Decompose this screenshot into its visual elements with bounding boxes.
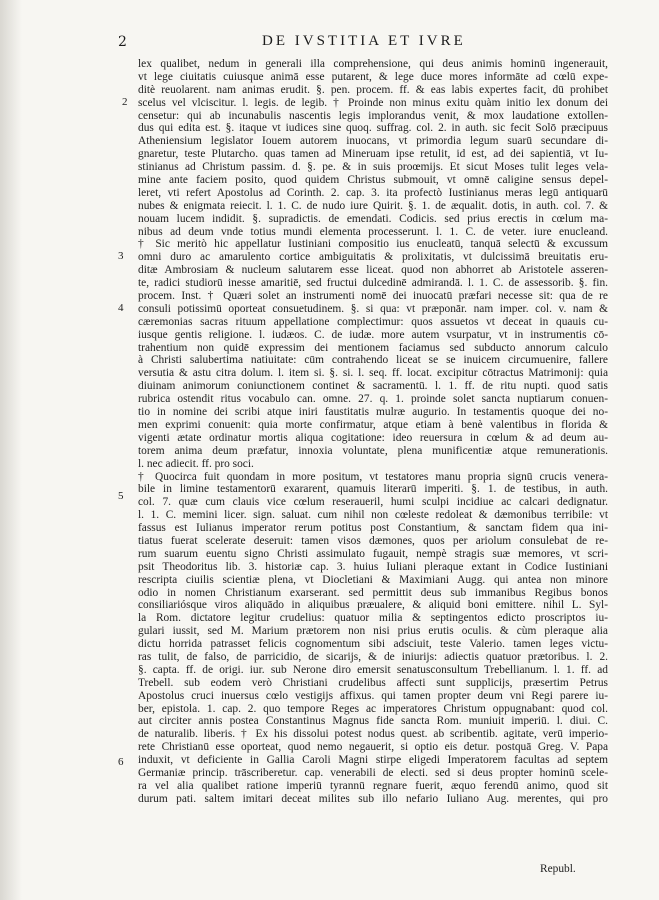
text-line: Atheniensium legislator Iouem autorem inuocans, vt primordia legum suarū secundare di-: [138, 135, 608, 148]
text-line: Apostolus cruci inuersus cœlo vestigijs affixus. qui tamen propter deum vni Regi parere iu-: [138, 689, 608, 702]
running-head: DE IVSTITIA ET IVRE: [262, 33, 466, 49]
text-line: nubes & enigmata reiecit. l. 1. C. de nudo iure Quirit. §. 1. de æqualit. dotis, in auth. col. 7. &: [138, 199, 608, 212]
text-line: la Rom. dictatore legitur crudelius: quatuor milia & septingentos edicto proscriptos iu-: [138, 612, 608, 625]
text-line: diuinam animorum coniunctionem continet & sacramentū. l. 1. ff. de ritu nupti. quod satis: [138, 380, 608, 393]
text-line: ditè reuolarent. nam animas erudit. §. pen. procem. ff. & eas labis expertes facit, dū prohibet: [138, 83, 608, 96]
text-line: aut circiter annis postea Constantinus Magnus fide sancta Rom. muniuit imperiū. l. diui. C.: [138, 715, 608, 728]
text-line: versutia & astu citra dolum. l. item si. §. si. l. seq. ff. locat. excipitur cōtractus Matrimonij: quia: [138, 367, 608, 380]
text-line: [138, 806, 608, 819]
text-line: psit Theodoritus lib. 3. historiæ cap. 3. huius Iuliani pleraque extant in Codice Iustiniani: [138, 560, 608, 573]
text-line: de naturalib. liberis. † Ex his dissolui potest nodus quest. ab scribentib. agitate, verū imperio-: [138, 728, 608, 741]
text-line: bile in limine testamentorū exararent, quamuis literarū imperiti. §. 1. de testibus, in auth.: [138, 483, 608, 496]
paragraph-marker: 4: [118, 302, 124, 314]
text-line: censetur: qui ab incunabulis nascentis legis implorandus venit, & mox laudatione extollen-: [138, 109, 608, 122]
text-line: odio in nomen Christianum exarserant. sed permittit deus sub immanibus Regibus bonos: [138, 586, 608, 599]
catchword: Republ.: [540, 863, 576, 875]
body-text: [138, 58, 608, 831]
text-line: ber, epistola. 1. cap. 2. quo tempore Reges ac imperatores Christum oppugnabant: quod col.: [138, 702, 608, 715]
text-line: Germaniæ princip. trāscriberetur. cap. venerabili de electi. sed si deus propter hominū scele-: [138, 766, 608, 779]
text-line: scelus vel vlciscitur. l. legis. de legib. † Proinde non minus exitu quàm initio lex donum dei: [138, 96, 608, 109]
text-line: §. capta. ff. de origi. iur. sub Nerone diro emersit senatusconsultum Trebellianum. l. 1. ff. ad: [138, 663, 608, 676]
text-line: tiatus fuerat scelerate deseruit: tamen visos dæmones, quos per ariolum consulebat de re-: [138, 534, 608, 547]
text-line: † Quocirca fuit quondam in more positum, vt testatores manu propria signū crucis venera-: [138, 470, 608, 483]
text-line: l. 1. C. memini licer. sign. saluat. cum nihil non cœleste redoleat & dæmonibus terribile: vt: [138, 509, 608, 522]
text-line: torem anima deum præfatur, innoxia voluntate, plena munificentiæ atque remunerationis.: [138, 444, 608, 457]
text-line: rescripta ciuilis scientiæ plena, vt Diocletiani & Maximiani Augg. qui antea non minore: [138, 573, 608, 586]
text-line: Trebell. sub eodem verò Christiani crudelibus affecti sunt supplicijs, præsertim Petrus: [138, 676, 608, 689]
text-line: l. nec adiecit. ff. pro soci.: [138, 457, 254, 470]
text-line: dus qui edita est. §. itaque vt iudices sine quoq. suffrag. col. 2. in auth. sic fecit Solō præcipuus: [138, 122, 608, 135]
paragraph-marker: 3: [118, 250, 124, 262]
text-line: nibus ad deum vnde totius mundi elementa processerunt. l. 1. C. de veter. iure enucleand.: [138, 225, 608, 238]
text-line: iusque gentis religione. l. iudæos. C. de iudæ. more autem vsurpatur, vt in instrumentis cō-: [138, 328, 608, 341]
text-line: ras tulit, de falso, de parricidio, de sicarijs, & de iniurijs: adiectis quatuor prætoribus. l. 2.: [138, 650, 608, 663]
text-line: [138, 819, 608, 832]
text-line: consuli potissimū oporteat consuetudinem. §. si qua: vt præponār. nam imper. col. v. nam &: [138, 302, 608, 315]
text-line: tio in nomine dei scribi atque iniri faustitatis mulræ augurio. In testamentis quoque dei no-: [138, 406, 608, 419]
text-line: vt lege ciuitatis cuiusque animā esse putarent, & lege duce mores informāte ad cœlū expe-: [138, 70, 608, 83]
text-line: vigenti ætate ordinatur mortis aliqua cogitatione: ideo reuersura in cœlum & ad deum au-: [138, 431, 608, 444]
text-line: durum pati. saltem imitari deceat milites sub illo nefario Iuliano Aug. merentes, qui pro: [138, 792, 608, 805]
text-line: ra vel alia qualibet ratione imperiū tyrannū regnare fuerit, æquo ferendū animo, quod sit: [138, 779, 608, 792]
page-number: 2: [118, 34, 127, 50]
text-line: te, radici studiorū inesse amaritiē, sed fructui dulcedinē admirandā. l. 1. C. de assessorib. §. fin.: [138, 277, 608, 290]
text-line: omni duro ac amarulento cortice ambiguitatis & prolixitatis, vt dulcissimā breuitatis eru-: [138, 251, 608, 264]
text-line: gulari iussit, sed M. Marium prætorem non nisi prius erutis oculis. & cùm pleraque alia: [138, 625, 608, 638]
text-line: procem. Inst. † Quæri solet an instrumenti nomē dei inuocatū præfari necesse sit: qua de re: [138, 290, 608, 303]
text-line: fassus est Iulianus imperator rerum potitus post Constantium, & sanctam fidem qua ini-: [138, 522, 608, 535]
text-line: ditæ Ambrosiam & nucleum salutarem esse liceat. quod non abhorret ab Aristotele asseren-: [138, 264, 608, 277]
text-line: rete Christianū esse oporteat, quod nemo negauerit, si optio eis detur. postquā Greg. V. Papa: [138, 741, 608, 754]
gutter-shadow: [0, 0, 22, 900]
text-line: rubrica ostendit ritus vocabulo can. omne. 27. q. 1. proinde solet sancta nuptiarum conuen-: [138, 393, 608, 406]
paragraph-marker: 6: [118, 756, 124, 768]
text-line: mine ante faciem posito, quod quidem Christus submouit, vt omnē caligine sensus depel-: [138, 174, 608, 187]
text-line: col. 7. quæ cum clauis vice cœlum reseraueril, humi sculpi incidiue ac calcari dedignatur.: [138, 496, 608, 509]
text-line: stinianus ad Christum passim. d. §. pe. & in suis proœmijs. Et sicut Moses tulit leges vela-: [138, 161, 608, 174]
text-line: dictu horrida patrasset felicis cognomentum sibi adsciuit, teste Valerio. tamen leges victu-: [138, 638, 608, 651]
text-line: leret, vti refert Apostolus ad Corinth. 2. cap. 3. ita profectò Iustinianus meras legū antiquarū: [138, 186, 608, 199]
text-line: consiliariósque viros aliquādo in aliquibus præualere, & aliquid boni emittere. nihil L. Syl-: [138, 599, 608, 612]
text-line: rum suarum euentu signo Christi assimulato fugauit, nempè stragis suæ memores, vt scri-: [138, 547, 608, 560]
text-line: lex qualibet, nedum in generali illa comprehensione, qui deus animis hominū ingenerauit,: [138, 58, 608, 70]
text-line: men exprimi conuenit: quia morte confirmatur, atque etiam à benè valentibus in florida &: [138, 418, 608, 431]
text-line: nouam lucem indidit. §. supradictis. de emendati. Codicis. sed prius erectis in cœlum ma-: [138, 212, 608, 225]
paragraph-marker: 2: [122, 96, 128, 108]
text-line: induxit, vt deficiente in Gallia Caroli Magni stirpe eligedi Imperatorem facultas ad septem: [138, 754, 608, 767]
text-line: trahentium non quidē expressim dei mentionem faciamus sed subducto annorum calculo: [138, 341, 608, 354]
text-line: cæremonias sacras rituum appellatione complectimur: quos assuetos vt deceat in quauis cu-: [138, 315, 608, 328]
paragraph-marker: 5: [118, 490, 124, 502]
text-line: gnaretur, teste Plutarcho. quas tamen ad Mineruam ipse retulit, id est, ad dei sapientiā, vt Iu-: [138, 148, 608, 161]
text-line: † Sic meritò hic appellatur Iustiniani compositio ius enucleatū, tanquā selectū & excussum: [138, 238, 608, 251]
text-line: à Christi salubertima natiuitate: cūm contrahendo liceat se se inuicem circumuenire, fallere: [138, 354, 608, 367]
